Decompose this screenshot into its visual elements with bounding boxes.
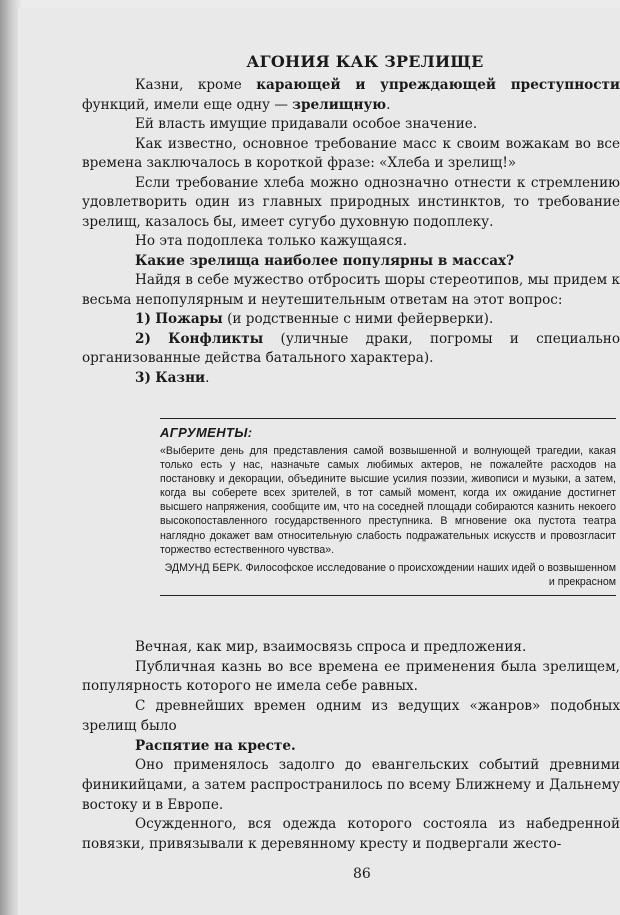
paragraph: Найдя в себе мужество отбросить шоры стереотипов, мы придем к весьма непопулярным и неутешительным ответам на этот вопрос: — [82, 272, 620, 308]
paragraph: Но эта подоплека только кажущаяся. — [135, 233, 408, 249]
paragraph: С древнейших времен одним из ведущих «жанров» подобных зрелищ было — [82, 698, 620, 734]
main-text-continued — [82, 638, 620, 855]
arguments-heading: АГРУМЕНТЫ: — [160, 425, 253, 440]
chapter-title: АГОНИЯ КАК ЗРЕЛИЩЕ — [246, 52, 484, 71]
burke-quote: «Выберите день для представления самой возвышенной и волнующей трагедии, какая только есть у нас, назначьте самых любимых актеров, не пожалейте расходов на постановку и декорации, объедините высшие усилия поэзии, живописи и музыки, а затем, когда вы соберете всех зрителей, в тот самый момент, когда их ожидание достигнет высшего напряжения, сообщите им, что на соседней площади собираются казнить некоего высокопоставленного государственного преступника. В мгновение ока пустота театра наглядно докажет вам относительную слабость подражательных искусств и провозгласит торжество естественного чувства». — [160, 445, 616, 556]
list-item: 2) Конфликты (уличные драки, погромы и специально организованные действа батального характера). — [82, 330, 620, 366]
section-question: Какие зрелища наиболее популярны в массах? — [135, 252, 515, 269]
paragraph: Казни, кроме карающей и упреждающей преступности функций, имели еще одну — зрелищную. — [82, 77, 620, 113]
paragraph: Как известно, основное требование масс к своим вожакам во все времена заключалось в короткой фразе: «Хлеба и зрелищ!» — [82, 135, 620, 171]
quote-author: ЭДМУНД БЕРК. — [164, 561, 243, 574]
page-number: 86 — [353, 866, 371, 882]
quote-attribution — [160, 561, 616, 589]
paragraph: Осужденного, вся одежда которого состояла из набедренной повязки, привязывали к деревянному кресту и подвергали жесто- — [82, 816, 620, 853]
paragraph: Оно применялось задолго до евангельских событий древними финикийцами, а затем распространилось по всему Ближнему и Дальнему востоку и в Европе. — [82, 757, 620, 813]
paragraph: Вечная, как мир, взаимосвязь спроса и предложения. — [135, 639, 527, 655]
paragraph: Если требование хлеба можно однозначно отнести к стремлению удовлетворить один из главных природных инстинктов, то требование зрелищ, казалось бы, имеет сугубо духовную подоплеку. — [82, 174, 620, 230]
quote-source: Философское исследование о происхождении наших идей о возвышенном и прекрасном — [242, 561, 616, 588]
arguments-box — [160, 418, 616, 596]
list-item: 1) Пожары (и родственные с ними фейерверки). — [135, 311, 494, 327]
main-text — [82, 76, 620, 388]
paragraph: Публичная казнь во все времена ее применения была зрелищем, популярность которого не имела себе равных. — [82, 658, 620, 695]
list-item: 3) Казни. — [135, 369, 210, 386]
paragraph: Ей власть имущие придавали особое значение. — [135, 116, 478, 132]
section-subheading: Распятие на кресте. — [135, 737, 296, 754]
